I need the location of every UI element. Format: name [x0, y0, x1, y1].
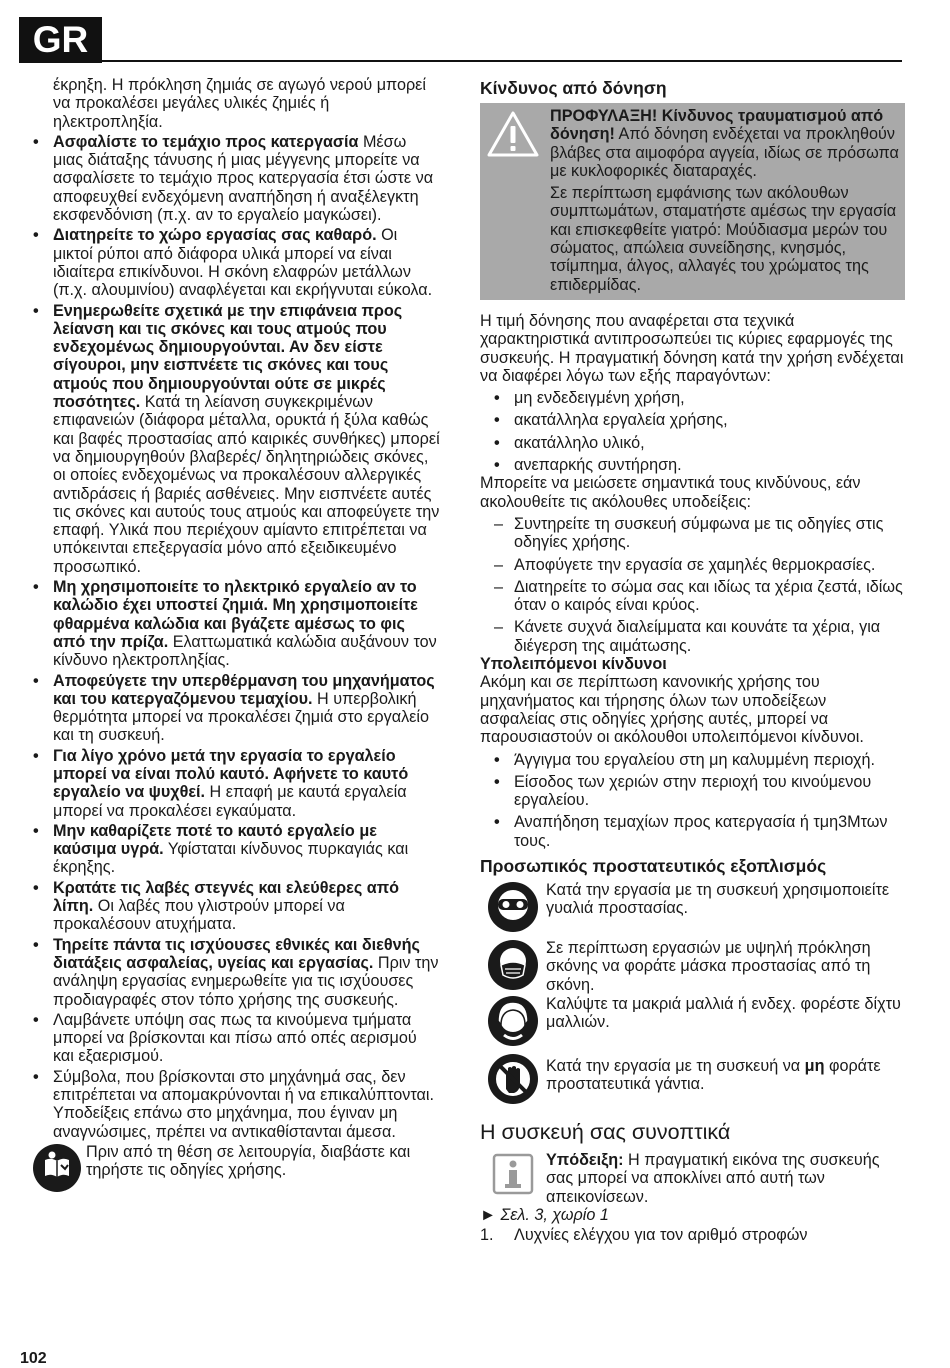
safety-item: • Ενημερωθείτε σχετικά με την επιφάνεια προς λείανση και τις σκόνες και τους ατμούς που ενδεχομένως δημιουργούνται. Αν δεν είστε σίγουροι, μην εισπνέετε τις σκόνες και τους ατμούς που δημιουργούνται ούτε σε μικρές ποσότητες. Κατά τη λείανση συγκεκριμένων επιφανειών (διάφορα μέταλλα, ορυκτά ή ξύλα καθώς και βαφές προστασίας από καιρικές συνθήκες) μπορεί να δημιουργηθούν βλαβερές/ δηλητηριώδεις σκόνες, οι οποίες ενδεχομένως να προκαλέσουν αλλεργικές αντιδράσεις ή βαριές ασθένειες. Μην εισπνέετε αυτές τις σκόνες και αυτούς τους ατμούς και αποφεύγετε την επαφή. Υλικά που περιέχουν αμίαντο επιτρέπεται να υπόκεινται επεξεργασία μόνο από εξειδικευμένο προσωπικό. — [32, 302, 440, 576]
ppe-heading: Προσωπικός προστατευτικός εξοπλισμός — [480, 855, 827, 876]
factor-item: • ακατάλληλα εργαλεία χρήσης, — [480, 411, 905, 429]
safety-item: • Κρατάτε τις λαβές στεγνές και ελεύθερες από λίπη. Οι λαβές που γλιστρούν μπορεί να προκαλέσουν ατυχήματα. — [32, 879, 440, 934]
tip-item: – Διατηρείτε το σώμα σας και ιδίως τα χέρια ζεστά, ιδίως όταν ο καιρός είναι κρύος. — [480, 578, 905, 615]
residual-paragraph: Ακόμη και σε περίπτωση κανονικής χρήσης του μηχανήματος και τήρησης όλων των υποδείξεων ασφαλείας στις οδηγίες χρήσης αυτές, μπορεί να παρουσιαστούν οι ακόλουθοι υπολειπόμενοι κίνδυνοι. — [480, 673, 864, 747]
reduce-paragraph: Μπορείτε να μειώσετε σημαντικά τους κινδύνους, εάν ακολουθείτε τις ακόλουθες υποδείξεις: — [480, 474, 861, 511]
language-tab: GR — [19, 17, 102, 63]
residual-heading: Υπολειπόμενοι κίνδυνοι — [480, 655, 667, 674]
left-column — [32, 76, 440, 1193]
safety-list — [32, 133, 440, 1141]
warning-symptoms-text: Σε περίπτωση εμφάνισης των ακόλουθων συμπτωμάτων, σταματήστε αμέσως την εργασία και επισκεφθείτε γιατρό: Μούδιασμα μερών του σώματος, απώλεια συνείδησης, κνησμός, τσίμπημα, άλγος, αλλαγές του χρώματος της επιδερμίδας. — [550, 184, 897, 294]
ppe-gloves-text: Κατά την εργασία με τη συσκευή να μη φοράτε προστατευτικά γάντια. — [546, 1056, 881, 1094]
residual-item: • Αναπήδηση τεμαχίων προς κατεργασία ή τμη3Μτων τους. — [480, 813, 905, 850]
ppe-mask-text: Σε περίπτωση εργασιών με υψηλή πρόκληση σκόνης να φοράτε μάσκα προστασίας από τη σκόνη. — [546, 938, 871, 994]
ppe-mask — [480, 939, 905, 995]
vibration-warning-box — [480, 103, 905, 300]
manual-note — [32, 1143, 440, 1193]
overview-note-text: Υπόδειξη: Η πραγματική εικόνα της συσκευής σας μπορεί να αποκλίνει από αυτή των απεικονίσεων. — [546, 1150, 880, 1206]
figure-reference: ► Σελ. 3, χωρίο 1 — [480, 1205, 609, 1224]
ppe-hairnet — [480, 995, 905, 1053]
factor-item: • ακατάλληλο υλικό, — [480, 434, 905, 452]
hairnet-icon — [480, 995, 546, 1047]
factor-item: • μη ενδεδειγμένη χρήση, — [480, 389, 905, 407]
safety-item: • Σύμβολα, που βρίσκονται στο μηχάνημά σας, δεν επιτρέπεται να απομακρύνονται ή να επικαλύπτονται. Υποδείξεις επάνω στο μηχάνημα, που έγιναν μη αναγνώσιμες, πρέπει να αντικαθίστανται άμεσα. — [32, 1068, 440, 1141]
overview-note — [480, 1151, 905, 1206]
warning-triangle-icon — [486, 107, 550, 298]
manual-note-text: Πριν από τη θέση σε λειτουργία, διαβάστε και τηρήστε τις οδηγίες χρήσης. — [86, 1142, 411, 1180]
right-column — [480, 76, 905, 1244]
header-rule — [102, 60, 902, 62]
page-number: 102 — [20, 1350, 47, 1367]
residual-item: • Είσοδος των χεριών στην περιοχή του κινούμενου εργαλείου. — [480, 773, 905, 810]
vibration-heading: Κίνδυνος από δόνηση — [480, 78, 667, 98]
read-manual-icon — [32, 1143, 86, 1193]
safety-item: • Μην καθαρίζετε ποτέ το καυτό εργαλείο με καύσιμα υγρά. Υφίσταται κίνδυνος πυρκαγιάς και έκρηξης. — [32, 822, 440, 877]
ppe-hairnet-text: Καλύψτε τα μακριά μαλλιά ή ενδεχ. φορέστε δίχτυ μαλλιών. — [546, 994, 901, 1032]
component-list-item: 1. Λυχνίες ελέγχου για τον αριθμό στροφών — [480, 1226, 808, 1245]
ppe-gloves — [480, 1053, 905, 1105]
dust-mask-icon — [480, 939, 546, 991]
no-gloves-icon — [480, 1053, 546, 1105]
safety-item: • Μη χρησιμοποιείτε το ηλεκτρικό εργαλείο αν το καλώδιο έχει υποστεί ζημιά. Μη χρησιμοποιείτε φθαρμένα καλώδια και βγάζετε αμέσως το φις από την πρίζα. Ελαττωματικά καλώδια αυξάνουν τον κίνδυνο ηλεκτροπληξίας. — [32, 578, 440, 669]
tip-item: – Συντηρείτε τη συσκευή σύμφωνα με τις οδηγίες στις οδηγίες χρήσης. — [480, 515, 905, 552]
ppe-goggles — [480, 881, 905, 939]
safety-item: • Ασφαλίστε το τεμάχιο προς κατεργασία Μέσω μιας διάταξης τάνυσης ή μιας μέγγενης μπορείτε να ασφαλίσετε το τεμάχιο προς κατεργασία έτσι ώστε να αποφευχθεί ενδεχόμενη αναπήδηση ή αναξέλεγκτη εκσφενδόνιση (π.χ. αν το εργαλείο μαγκώσει). — [32, 133, 440, 224]
tip-item: – Αποφύγετε την εργασία σε χαμηλές θερμοκρασίες. — [480, 556, 905, 574]
safety-item: • Λαμβάνετε υπόψη σας πως τα κινούμενα τμήματα μπορεί να βρίσκονται και πίσω από οπές αερισμού και εξαερισμού. — [32, 1011, 440, 1066]
residual-item: • Άγγιγμα του εργαλείου στη μη καλυμμένη περιοχή. — [480, 751, 905, 769]
safety-goggles-icon — [480, 881, 546, 933]
residual-list — [480, 751, 905, 850]
intro-text: έκρηξη. Η πρόκληση ζημιάς σε αγωγό νερού μπορεί να προκαλέσει μεγάλες υλικές ζημιές ή ηλεκτροπληξία. — [53, 76, 426, 131]
vibration-paragraph: Η τιμή δόνησης που αναφέρεται στα τεχνικά χαρακτηριστικά αντιπροσωπεύει τις κύριες εφαρμογές της συσκευής. Η πραγματική δόνηση κατά την χρήση ενδέχεται να διαφέρει λόγω των εξής παραγόντων: — [480, 311, 904, 385]
vibration-factors-list — [480, 389, 905, 474]
factor-item: • ανεπαρκής συντήρηση. — [480, 456, 905, 474]
warning-text: ΠΡΟΦΥΛΑΞΗ! Κίνδυνος τραυματισμού από δόνηση! Από δόνηση ενδέχεται να προκληθούν βλάβες στα αιμοφόρα αγγεία, ιδίως σε πρόσωπα με κυκλοφορικές διαταραχές. — [550, 107, 899, 180]
safety-item: • Διατηρείτε το χώρο εργασίας σας καθαρό. Οι μικτοί ρύποι από διάφορα υλικά μπορεί να είναι ιδιαίτερα επικίνδυνοι. Η σκόνη ελαφρών μετάλλων (π.χ. αλουμινίου) αναφλέγεται και εκρήγνυται εύκολα. — [32, 226, 440, 299]
safety-item: • Αποφεύγετε την υπερθέρμανση του μηχανήματος και του κατεργαζόμενου τεμαχίου. Η υπερβολική θερμότητα μπορεί να προκαλέσει ζημιά στο εργαλείο και τη συσκευή. — [32, 672, 440, 745]
ppe-goggles-text: Κατά την εργασία με τη συσκευή χρησιμοποιείτε γυαλιά προστασίας. — [546, 880, 890, 918]
safety-item: • Για λίγο χρόνο μετά την εργασία το εργαλείο μπορεί να είναι πολύ καυτό. Αφήνετε το καυτό εργαλείο να ψυχθεί. Η επαφή με καυτά εργαλεία μπορεί να προκαλέσει εγκαύματα. — [32, 747, 440, 820]
tips-list — [480, 515, 905, 655]
overview-heading: Η συσκευή σας συνοπτικά — [480, 1119, 731, 1144]
safety-item: • Τηρείτε πάντα τις ισχύουσες εθνικές και διεθνής διατάξεις ασφαλείας, υγείας και εργασίας. Πριν την ανάληψη εργασίας ενημερωθείτε για τις ισχύουσες προδιαγραφές στον τόπο χρήσης της συσκευής. — [32, 936, 440, 1009]
info-icon — [480, 1151, 546, 1197]
tip-item: – Κάνετε συχνά διαλείμματα και κουνάτε τα χέρια, για διέγερση της αιμάτωσης. — [480, 618, 905, 655]
